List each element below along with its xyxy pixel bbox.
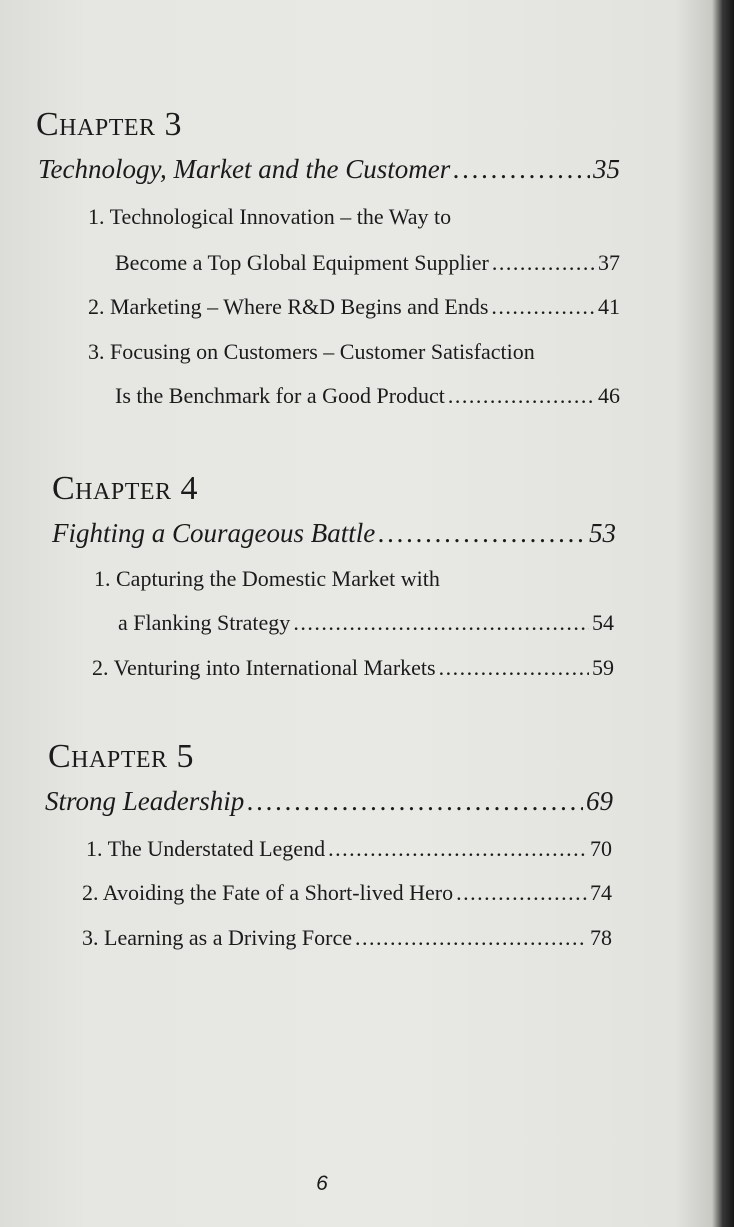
dot-leader <box>293 610 589 636</box>
page-ref: 54 <box>592 610 614 635</box>
dot-leader <box>492 250 595 276</box>
toc-entry-line: 1. Capturing the Domestic Market with <box>94 566 440 591</box>
page-ref: 46 <box>598 383 620 408</box>
chapter-title-row <box>45 786 613 817</box>
chapter-title: Fighting a Courageous Battle <box>52 518 376 548</box>
dot-leader <box>453 154 590 185</box>
toc-entry-text: 2. Venturing into International Markets <box>92 655 436 680</box>
toc-entry-text: 1. The Understated Legend <box>86 836 326 861</box>
dot-leader <box>247 786 583 817</box>
chapter-heading: Chapter 5 <box>48 738 195 775</box>
toc-entry-line: 1. Technological Innovation – the Way to <box>88 204 452 229</box>
chapter-title-row <box>52 518 616 549</box>
chapter-heading: Chapter 4 <box>52 470 199 507</box>
toc-entry <box>92 655 614 681</box>
toc-entry <box>118 610 614 636</box>
dot-leader <box>355 925 587 951</box>
dot-leader <box>378 518 586 549</box>
toc-entry-text: 2. Marketing – Where R&D Begins and Ends <box>88 294 489 319</box>
page-number: 6 <box>316 1172 328 1195</box>
page-ref: 69 <box>586 786 613 816</box>
toc-entry-text: a Flanking Strategy <box>118 610 291 635</box>
chapter-title: Technology, Market and the Customer <box>38 154 451 184</box>
page-ref: 78 <box>590 925 612 950</box>
toc-entry <box>86 836 612 862</box>
page-ref: 59 <box>592 655 614 680</box>
toc-entry-text: Is the Benchmark for a Good Product <box>115 383 445 408</box>
page-ref: 53 <box>589 518 616 548</box>
page-ref: 70 <box>590 836 612 861</box>
dot-leader <box>439 655 589 681</box>
page-ref: 37 <box>598 250 620 275</box>
toc-entry <box>88 294 620 320</box>
page-ref: 35 <box>593 154 620 184</box>
chapter-heading: Chapter 3 <box>36 106 183 143</box>
dot-leader <box>328 836 587 862</box>
dot-leader <box>448 383 595 409</box>
toc-entry-text: 2. Avoiding the Fate of a Short-lived Hero <box>82 880 454 905</box>
chapter-title: Strong Leadership <box>45 786 245 816</box>
toc-entry <box>115 250 620 276</box>
page-ref: 41 <box>598 294 620 319</box>
dot-leader <box>491 294 595 320</box>
chapter-title-row <box>38 154 620 185</box>
dot-leader <box>456 880 587 906</box>
toc-entry-line: 3. Focusing on Customers – Customer Satisfaction <box>88 339 535 364</box>
page-gutter-shadow <box>722 0 734 1227</box>
toc-entry-text: Become a Top Global Equipment Supplier <box>115 250 489 275</box>
toc-entry <box>115 383 620 409</box>
toc-entry <box>82 925 612 951</box>
page-ref: 74 <box>590 880 612 905</box>
toc-entry-text: 3. Learning as a Driving Force <box>82 925 353 950</box>
toc-entry <box>82 880 612 906</box>
